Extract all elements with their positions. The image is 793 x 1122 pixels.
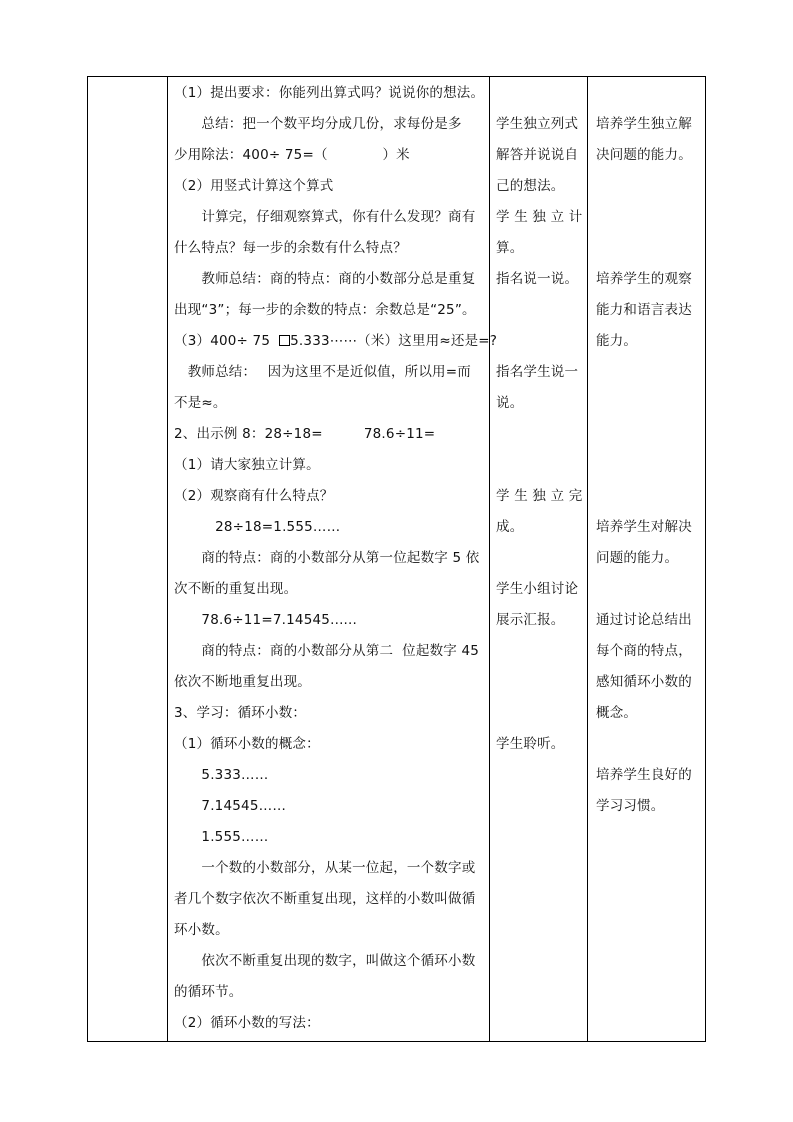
student-line: 己的想法。 <box>496 178 565 194</box>
process-line-with-box <box>174 331 497 351</box>
purpose-line: 能力和语言表达 <box>596 302 692 318</box>
process-line: 3、学习：循环小数： <box>174 705 307 721</box>
process-line: 商的特点：商的小数部分从第二 位起数字 45 <box>174 643 480 659</box>
process-line: 78.6÷11=7.14545...... <box>174 612 358 628</box>
purpose-line: 培养学生对解决 <box>596 519 692 535</box>
process-line: （1）循环小数的概念： <box>174 736 320 752</box>
process-line-part: 5.333⋯⋯（米）这里用≈还是=? <box>290 333 498 349</box>
student-line: 说。 <box>496 395 524 411</box>
purpose-line: 问题的能力。 <box>596 550 679 566</box>
process-line: 计算完，仔细观察算式，你有什么发现？商有 <box>174 209 476 225</box>
student-line: 算。 <box>496 240 524 256</box>
purpose-line: 每个商的特点， <box>596 643 692 659</box>
process-line: （1）请大家独立计算。 <box>174 457 320 473</box>
process-line: 教师总结： 因为这里不是近似值，所以用=而 <box>174 364 471 380</box>
process-line: 教师总结：商的特点：商的小数部分总是重复 <box>174 271 476 287</box>
student-line: 展示汇报。 <box>496 612 565 628</box>
process-line: 少用除法：400÷ 75=（ ）米 <box>174 147 410 163</box>
process-line: 1.555…… <box>174 829 269 845</box>
process-line-part: （3）400÷ 75 <box>174 333 280 349</box>
purpose-line: 培养学生的观察 <box>596 271 692 287</box>
student-line: 解答并说说自 <box>496 147 579 163</box>
process-line: 的循环节。 <box>174 984 243 1000</box>
student-line: 学生聆听。 <box>496 736 565 752</box>
purpose-line: 学习习惯。 <box>596 798 665 814</box>
student-line: 成。 <box>496 519 524 535</box>
process-line: 环小数。 <box>174 922 229 938</box>
purpose-line: 能力。 <box>596 333 638 349</box>
process-line: 依次不断重复出现的数字，叫做这个循环小数 <box>174 953 476 969</box>
purpose-line: 概念。 <box>596 705 638 721</box>
process-line: （2）观察商有什么特点？ <box>174 488 334 504</box>
process-line: 者几个数字依次不断重复出现，这样的小数叫做循 <box>174 891 476 907</box>
student-line: 学生独立列式 <box>496 116 579 132</box>
purpose-line: 培养学生独立解 <box>596 116 692 132</box>
process-line: 7.14545…… <box>174 798 287 814</box>
process-line: 不是≈。 <box>174 395 227 411</box>
process-line: 什么特点？每一步的余数有什么特点？ <box>174 240 407 256</box>
table-divider-1 <box>167 76 168 1042</box>
student-line: 指名说一说。 <box>496 271 579 287</box>
student-line: 学 生 独 立 计 <box>496 209 583 225</box>
purpose-line: 决问题的能力。 <box>596 147 692 163</box>
process-line: 一个数的小数部分，从某一位起，一个数字或 <box>174 860 476 876</box>
table-divider-3 <box>587 76 588 1042</box>
purpose-line: 培养学生良好的 <box>596 767 692 783</box>
student-line: 学生小组讨论 <box>496 581 579 597</box>
process-line: （1）提出要求：你能列出算式吗？说说你的想法。 <box>174 85 485 101</box>
process-line: 总结：把一个数平均分成几份，求每份是多 <box>174 116 462 132</box>
student-line: 学 生 独 立 完 <box>496 488 583 504</box>
process-line: （2）用竖式计算这个算式 <box>174 178 334 194</box>
process-line: 商的特点：商的小数部分从第一位起数字 5 依 <box>174 550 480 566</box>
purpose-line: 感知循环小数的 <box>596 674 692 690</box>
process-line: 依次不断地重复出现。 <box>174 674 311 690</box>
process-line: 次不断的重复出现。 <box>174 581 298 597</box>
process-line: （2）循环小数的写法： <box>174 1015 320 1031</box>
process-line: 2、出示例 8：28÷18= 78.6÷11= <box>174 426 436 442</box>
blank-box <box>279 335 290 346</box>
student-line: 指名学生说一 <box>496 364 579 380</box>
process-line: 出现“3”；每一步的余数的特点：余数总是“25”。 <box>174 302 476 318</box>
table-divider-2 <box>489 76 490 1042</box>
process-line: 28÷18=1.555…… <box>174 519 341 535</box>
process-line: 5.333…… <box>174 767 269 783</box>
purpose-line: 通过讨论总结出 <box>596 612 692 628</box>
